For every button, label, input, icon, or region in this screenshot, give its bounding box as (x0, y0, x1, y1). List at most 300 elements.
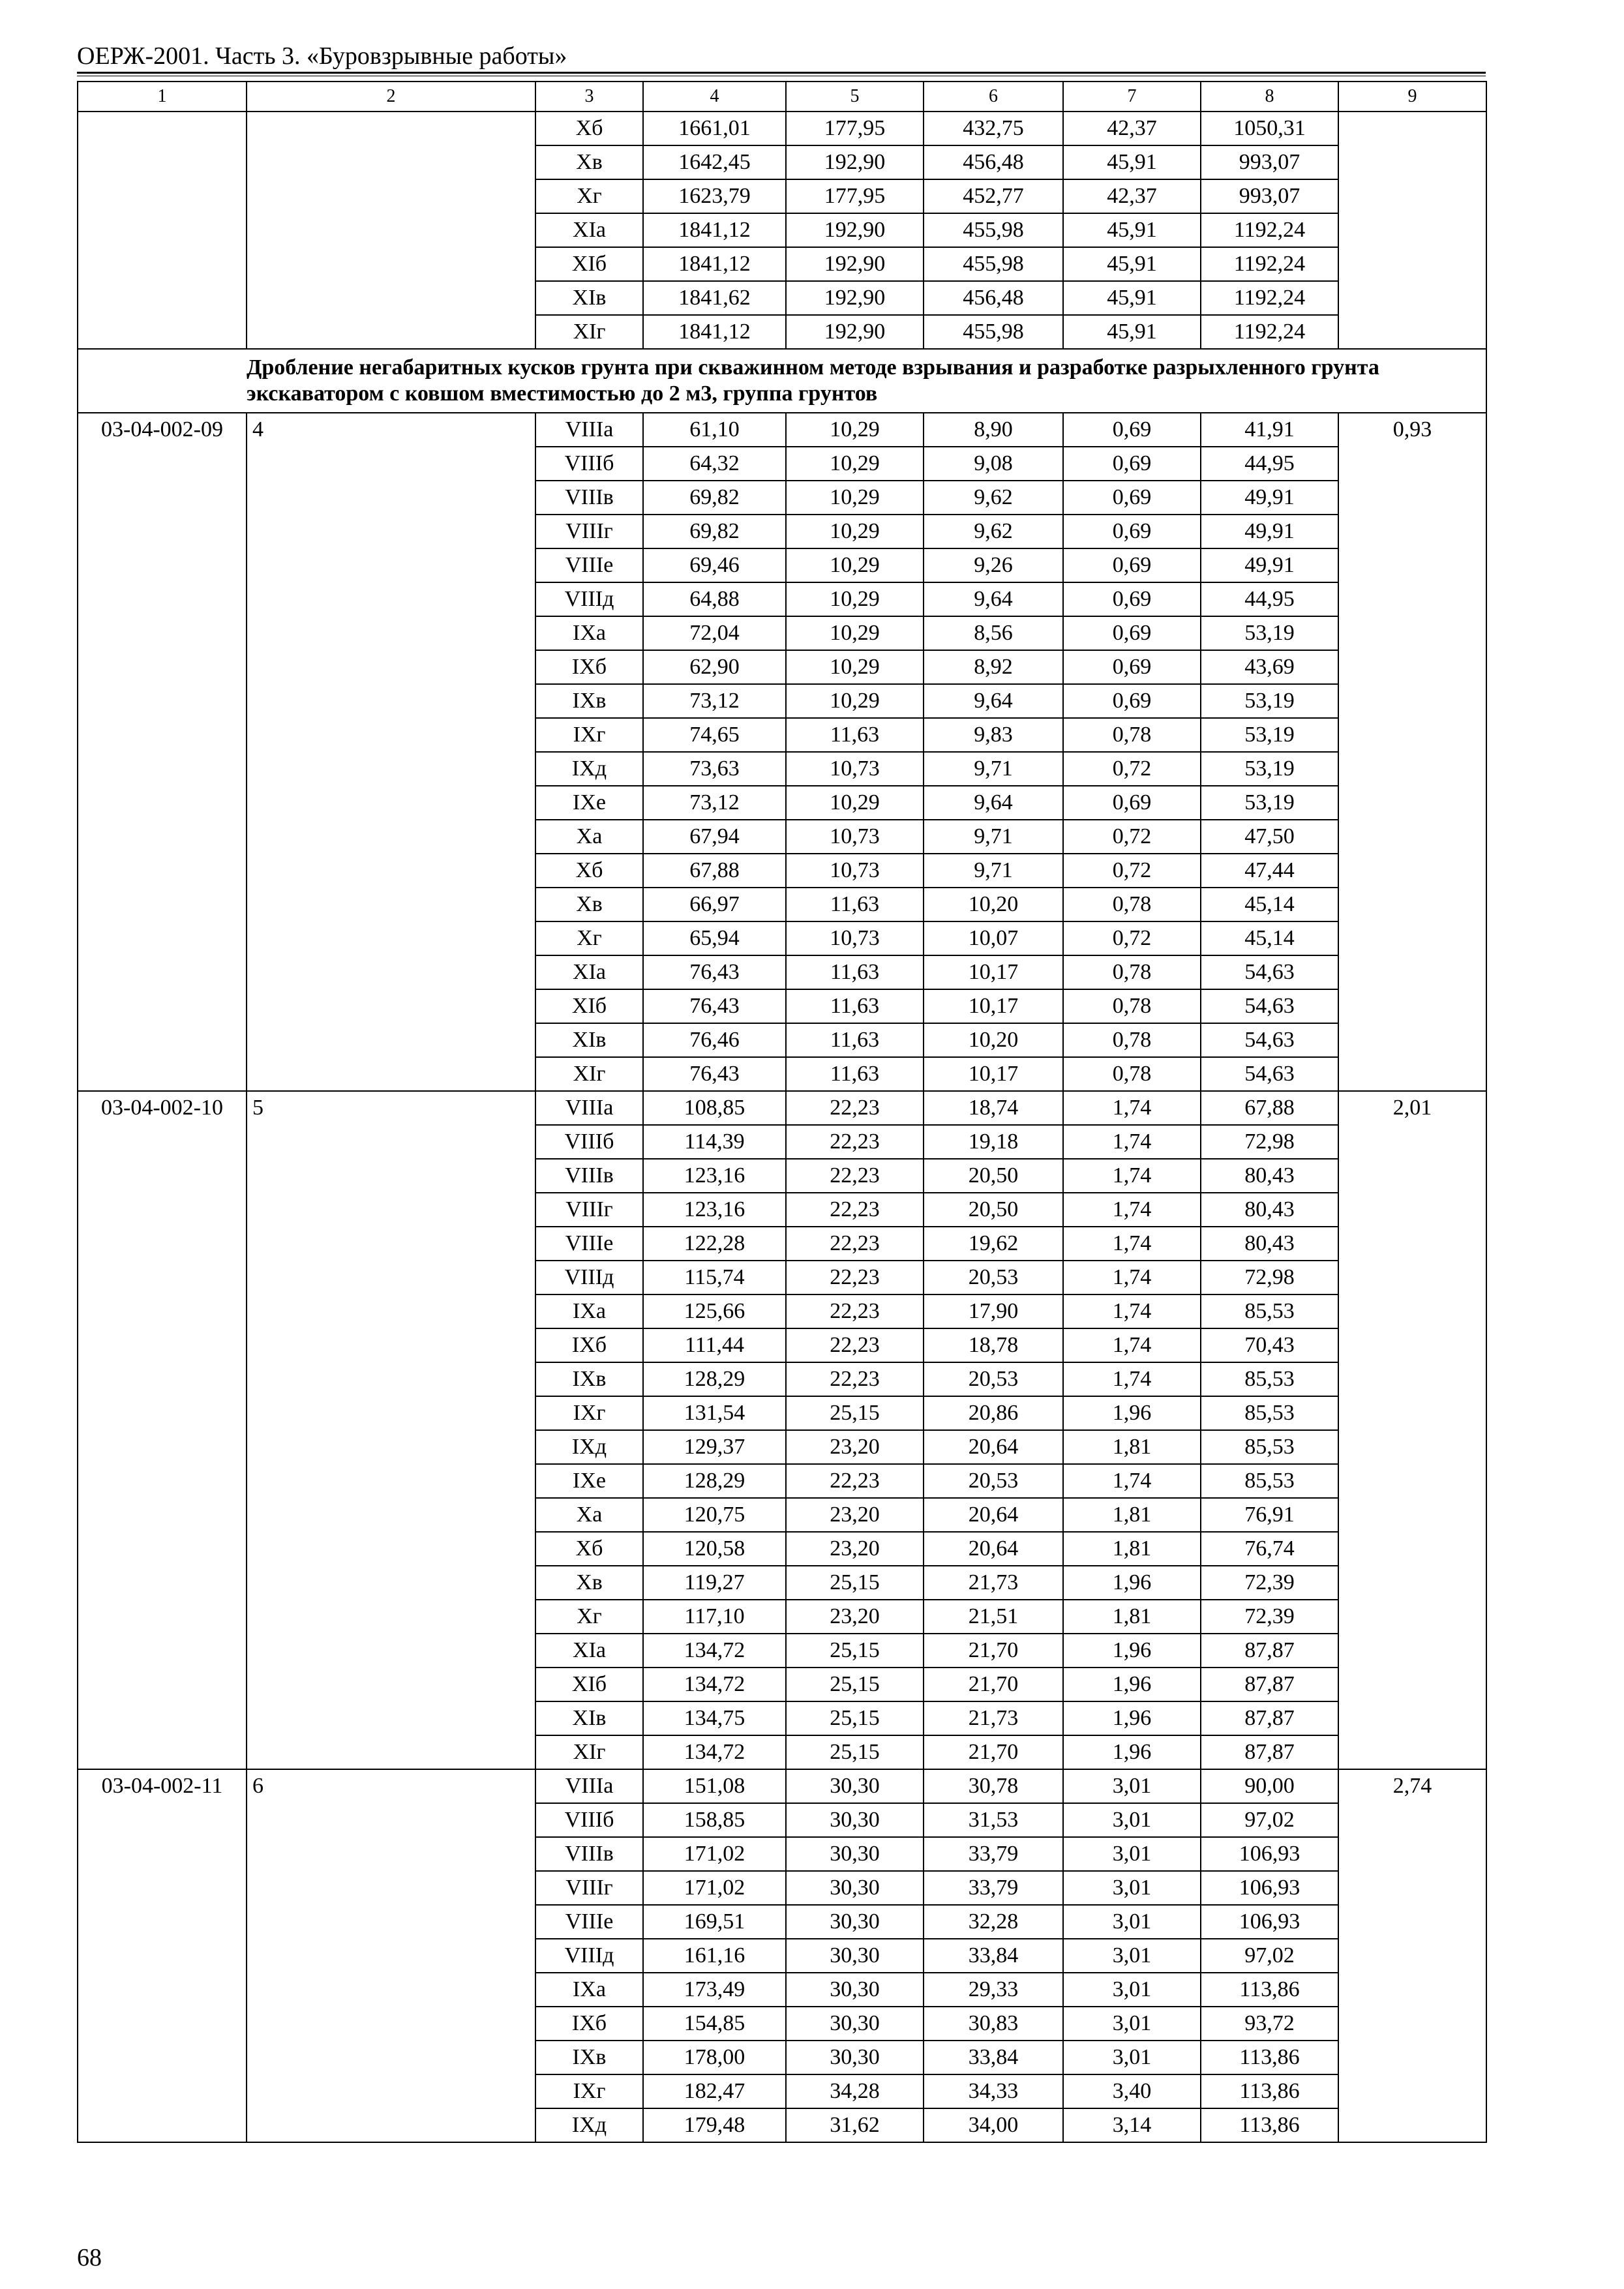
value-cell: 69,46 (643, 548, 786, 582)
category-cell: IXг (535, 1396, 643, 1430)
value-cell: 0,78 (1063, 1023, 1201, 1057)
value-cell: 72,39 (1201, 1566, 1338, 1600)
category-cell: VIIIе (535, 548, 643, 582)
value-cell: 76,46 (643, 1023, 786, 1057)
value-cell: 0,69 (1063, 786, 1201, 820)
value-cell: 11,63 (786, 989, 924, 1023)
value-cell: 54,63 (1201, 1057, 1338, 1091)
value-cell: 10,29 (786, 447, 924, 481)
category-cell: IXг (535, 2074, 643, 2108)
category-cell: Xв (535, 888, 643, 921)
value-cell: 10,73 (786, 752, 924, 786)
value-cell: 9,83 (924, 718, 1063, 752)
value-cell: 9,64 (924, 786, 1063, 820)
value-cell: 22,23 (786, 1261, 924, 1294)
value-cell: 54,63 (1201, 1023, 1338, 1057)
column-number: 6 (924, 82, 1063, 112)
value-cell: 20,50 (924, 1193, 1063, 1227)
value-cell: 66,97 (643, 888, 786, 921)
value-cell: 19,18 (924, 1125, 1063, 1159)
category-cell: VIIIб (535, 447, 643, 481)
value-cell: 45,14 (1201, 921, 1338, 955)
column-number: 3 (535, 82, 643, 112)
value-cell: 0,69 (1063, 413, 1201, 447)
category-cell: IXа (535, 1294, 643, 1328)
value-cell: 10,73 (786, 921, 924, 955)
value-cell: 1,74 (1063, 1159, 1201, 1193)
value-cell: 74,65 (643, 718, 786, 752)
category-cell: XIг (535, 1735, 643, 1769)
value-cell: 120,58 (643, 1532, 786, 1566)
coefficient-cell: 0,93 (1338, 413, 1486, 1091)
value-cell: 33,84 (924, 2041, 1063, 2074)
category-cell: IXа (535, 1973, 643, 2007)
value-cell: 85,53 (1201, 1362, 1338, 1396)
column-number: 9 (1338, 82, 1486, 112)
value-cell: 23,20 (786, 1532, 924, 1566)
value-cell: 1,96 (1063, 1566, 1201, 1600)
value-cell: 0,78 (1063, 718, 1201, 752)
value-cell: 87,87 (1201, 1634, 1338, 1668)
value-cell: 10,29 (786, 786, 924, 820)
value-cell: 455,98 (924, 247, 1063, 281)
category-cell: Xб (535, 1532, 643, 1566)
value-cell: 64,88 (643, 582, 786, 616)
value-cell: 61,10 (643, 413, 786, 447)
value-cell: 0,72 (1063, 854, 1201, 888)
value-cell: 0,69 (1063, 684, 1201, 718)
value-cell: 3,01 (1063, 1973, 1201, 2007)
value-cell: 30,30 (786, 1769, 924, 1803)
value-cell: 72,98 (1201, 1261, 1338, 1294)
value-cell: 23,20 (786, 1498, 924, 1532)
value-cell: 20,53 (924, 1362, 1063, 1396)
value-cell: 171,02 (643, 1837, 786, 1871)
column-number-row (78, 82, 1486, 112)
value-cell: 22,23 (786, 1362, 924, 1396)
value-cell: 8,90 (924, 413, 1063, 447)
value-cell: 9,71 (924, 854, 1063, 888)
category-cell: IXг (535, 718, 643, 752)
category-cell: Xв (535, 1566, 643, 1600)
value-cell: 44,95 (1201, 582, 1338, 616)
value-cell: 20,64 (924, 1498, 1063, 1532)
value-cell: 30,30 (786, 1939, 924, 1973)
value-cell: 30,30 (786, 1803, 924, 1837)
value-cell: 9,71 (924, 752, 1063, 786)
value-cell: 53,19 (1201, 718, 1338, 752)
table-row (78, 1091, 1486, 1125)
value-cell: 3,01 (1063, 1769, 1201, 1803)
value-cell: 177,95 (786, 179, 924, 213)
value-cell: 1623,79 (643, 179, 786, 213)
value-cell: 3,01 (1063, 1905, 1201, 1939)
table-row (78, 112, 1486, 145)
code-cell: 03-04-002-09 (78, 413, 247, 1091)
value-cell: 30,30 (786, 2041, 924, 2074)
value-cell: 452,77 (924, 179, 1063, 213)
value-cell: 1,96 (1063, 1735, 1201, 1769)
value-cell: 1841,12 (643, 213, 786, 247)
value-cell: 43,69 (1201, 650, 1338, 684)
value-cell: 10,29 (786, 582, 924, 616)
value-cell: 30,30 (786, 1905, 924, 1939)
value-cell: 67,94 (643, 820, 786, 854)
page-header-title: ОЕРЖ-2001. Часть 3. «Буровзрывные работы» (77, 42, 567, 70)
value-cell: 182,47 (643, 2074, 786, 2108)
value-cell: 1,74 (1063, 1328, 1201, 1362)
value-cell: 161,16 (643, 1939, 786, 1973)
category-cell: VIIIг (535, 515, 643, 548)
value-cell: 87,87 (1201, 1735, 1338, 1769)
section-spacer (78, 349, 247, 413)
category-cell: IXд (535, 752, 643, 786)
value-cell: 69,82 (643, 481, 786, 515)
table-row (78, 1769, 1486, 1803)
value-cell: 0,72 (1063, 921, 1201, 955)
value-cell: 10,29 (786, 515, 924, 548)
value-cell: 62,90 (643, 650, 786, 684)
category-cell: VIIIе (535, 1905, 643, 1939)
value-cell: 9,26 (924, 548, 1063, 582)
value-cell: 9,62 (924, 515, 1063, 548)
value-cell: 21,73 (924, 1566, 1063, 1600)
value-cell: 1,81 (1063, 1498, 1201, 1532)
value-cell: 54,63 (1201, 955, 1338, 989)
value-cell: 0,78 (1063, 888, 1201, 921)
value-cell: 22,23 (786, 1328, 924, 1362)
value-cell: 11,63 (786, 955, 924, 989)
value-cell: 85,53 (1201, 1464, 1338, 1498)
category-cell: VIIIв (535, 481, 643, 515)
value-cell: 20,50 (924, 1159, 1063, 1193)
value-cell: 0,78 (1063, 989, 1201, 1023)
value-cell: 33,84 (924, 1939, 1063, 1973)
value-cell: 1,81 (1063, 1600, 1201, 1634)
value-cell: 0,72 (1063, 752, 1201, 786)
category-cell: XIа (535, 1634, 643, 1668)
value-cell: 80,43 (1201, 1193, 1338, 1227)
value-cell: 8,92 (924, 650, 1063, 684)
value-cell: 122,28 (643, 1227, 786, 1261)
category-cell: Xв (535, 145, 643, 179)
value-cell: 31,53 (924, 1803, 1063, 1837)
value-cell: 21,70 (924, 1634, 1063, 1668)
value-cell: 129,37 (643, 1430, 786, 1464)
category-cell: IXд (535, 2108, 643, 2142)
value-cell: 87,87 (1201, 1701, 1338, 1735)
value-cell: 432,75 (924, 112, 1063, 145)
value-cell: 72,98 (1201, 1125, 1338, 1159)
value-cell: 3,01 (1063, 1939, 1201, 1973)
value-cell: 70,43 (1201, 1328, 1338, 1362)
value-cell: 1841,12 (643, 247, 786, 281)
category-cell: VIIIг (535, 1871, 643, 1905)
value-cell: 455,98 (924, 213, 1063, 247)
value-cell: 45,91 (1063, 247, 1201, 281)
value-cell: 177,95 (786, 112, 924, 145)
category-cell: XIг (535, 315, 643, 349)
coefficient-cell (1338, 112, 1486, 349)
category-cell: VIIIб (535, 1803, 643, 1837)
value-cell: 113,86 (1201, 1973, 1338, 2007)
value-cell: 173,49 (643, 1973, 786, 2007)
value-cell: 1192,24 (1201, 281, 1338, 315)
value-cell: 29,33 (924, 1973, 1063, 2007)
code-cell: 03-04-002-10 (78, 1091, 247, 1769)
value-cell: 128,29 (643, 1362, 786, 1396)
value-cell: 0,78 (1063, 1057, 1201, 1091)
value-cell: 25,15 (786, 1735, 924, 1769)
value-cell: 85,53 (1201, 1396, 1338, 1430)
value-cell: 31,62 (786, 2108, 924, 2142)
value-cell: 1192,24 (1201, 213, 1338, 247)
value-cell: 106,93 (1201, 1837, 1338, 1871)
value-cell: 0,69 (1063, 582, 1201, 616)
value-cell: 192,90 (786, 315, 924, 349)
value-cell: 73,63 (643, 752, 786, 786)
value-cell: 178,00 (643, 2041, 786, 2074)
rates-table (77, 81, 1487, 2143)
value-cell: 1,81 (1063, 1430, 1201, 1464)
value-cell: 47,50 (1201, 820, 1338, 854)
value-cell: 10,29 (786, 413, 924, 447)
value-cell: 158,85 (643, 1803, 786, 1837)
value-cell: 53,19 (1201, 786, 1338, 820)
group-cell: 4 (247, 413, 535, 1091)
value-cell: 106,93 (1201, 1871, 1338, 1905)
value-cell: 18,78 (924, 1328, 1063, 1362)
value-cell: 22,23 (786, 1125, 924, 1159)
value-cell: 33,79 (924, 1871, 1063, 1905)
value-cell: 19,62 (924, 1227, 1063, 1261)
value-cell: 25,15 (786, 1701, 924, 1735)
value-cell: 1,74 (1063, 1091, 1201, 1125)
category-cell: Xа (535, 820, 643, 854)
value-cell: 10,20 (924, 888, 1063, 921)
value-cell: 33,79 (924, 1837, 1063, 1871)
value-cell: 17,90 (924, 1294, 1063, 1328)
value-cell: 3,40 (1063, 2074, 1201, 2108)
value-cell: 49,91 (1201, 548, 1338, 582)
value-cell: 1050,31 (1201, 112, 1338, 145)
value-cell: 456,48 (924, 145, 1063, 179)
value-cell: 192,90 (786, 247, 924, 281)
value-cell: 3,01 (1063, 2007, 1201, 2041)
value-cell: 65,94 (643, 921, 786, 955)
value-cell: 10,73 (786, 854, 924, 888)
category-cell: Xг (535, 1600, 643, 1634)
column-number: 2 (247, 82, 535, 112)
value-cell: 456,48 (924, 281, 1063, 315)
value-cell: 9,08 (924, 447, 1063, 481)
value-cell: 11,63 (786, 718, 924, 752)
category-cell: IXд (535, 1430, 643, 1464)
column-number: 1 (78, 82, 247, 112)
coefficient-cell: 2,74 (1338, 1769, 1486, 2142)
value-cell: 87,87 (1201, 1668, 1338, 1701)
value-cell: 1,74 (1063, 1227, 1201, 1261)
value-cell: 53,19 (1201, 616, 1338, 650)
value-cell: 1,74 (1063, 1294, 1201, 1328)
value-cell: 154,85 (643, 2007, 786, 2041)
value-cell: 21,73 (924, 1701, 1063, 1735)
code-cell (78, 112, 247, 349)
category-cell: XIа (535, 213, 643, 247)
value-cell: 8,56 (924, 616, 1063, 650)
value-cell: 993,07 (1201, 145, 1338, 179)
value-cell: 3,14 (1063, 2108, 1201, 2142)
value-cell: 22,23 (786, 1464, 924, 1498)
value-cell: 20,64 (924, 1430, 1063, 1464)
value-cell: 192,90 (786, 145, 924, 179)
value-cell: 34,28 (786, 2074, 924, 2108)
value-cell: 115,74 (643, 1261, 786, 1294)
value-cell: 113,86 (1201, 2041, 1338, 2074)
value-cell: 0,69 (1063, 616, 1201, 650)
value-cell: 67,88 (643, 854, 786, 888)
value-cell: 73,12 (643, 786, 786, 820)
value-cell: 0,69 (1063, 548, 1201, 582)
value-cell: 113,86 (1201, 2108, 1338, 2142)
value-cell: 9,64 (924, 684, 1063, 718)
value-cell: 9,64 (924, 582, 1063, 616)
category-cell: VIIIа (535, 413, 643, 447)
category-cell: IXе (535, 1464, 643, 1498)
value-cell: 192,90 (786, 213, 924, 247)
group-cell (247, 112, 535, 349)
value-cell: 128,29 (643, 1464, 786, 1498)
value-cell: 10,73 (786, 820, 924, 854)
category-cell: IXв (535, 2041, 643, 2074)
section-title-row (78, 349, 1486, 413)
category-cell: VIIIа (535, 1769, 643, 1803)
value-cell: 30,30 (786, 2007, 924, 2041)
value-cell: 20,64 (924, 1532, 1063, 1566)
value-cell: 18,74 (924, 1091, 1063, 1125)
value-cell: 80,43 (1201, 1227, 1338, 1261)
value-cell: 11,63 (786, 1057, 924, 1091)
value-cell: 76,43 (643, 955, 786, 989)
value-cell: 97,02 (1201, 1803, 1338, 1837)
category-cell: VIIIд (535, 1939, 643, 1973)
value-cell: 76,43 (643, 1057, 786, 1091)
value-cell: 10,29 (786, 548, 924, 582)
value-cell: 41,91 (1201, 413, 1338, 447)
category-cell: IXе (535, 786, 643, 820)
value-cell: 0,69 (1063, 447, 1201, 481)
value-cell: 76,91 (1201, 1498, 1338, 1532)
value-cell: 134,72 (643, 1634, 786, 1668)
value-cell: 42,37 (1063, 179, 1201, 213)
value-cell: 3,01 (1063, 1837, 1201, 1871)
value-cell: 1,74 (1063, 1362, 1201, 1396)
value-cell: 114,39 (643, 1125, 786, 1159)
table-row (78, 413, 1486, 447)
value-cell: 45,91 (1063, 213, 1201, 247)
value-cell: 64,32 (643, 447, 786, 481)
value-cell: 20,53 (924, 1464, 1063, 1498)
value-cell: 0,69 (1063, 515, 1201, 548)
category-cell: XIб (535, 1668, 643, 1701)
category-cell: XIа (535, 955, 643, 989)
value-cell: 30,30 (786, 1871, 924, 1905)
category-cell: Xб (535, 112, 643, 145)
column-number: 8 (1201, 82, 1338, 112)
category-cell: XIб (535, 989, 643, 1023)
coefficient-cell: 2,01 (1338, 1091, 1486, 1769)
value-cell: 192,90 (786, 281, 924, 315)
value-cell: 49,91 (1201, 515, 1338, 548)
value-cell: 21,70 (924, 1735, 1063, 1769)
value-cell: 11,63 (786, 1023, 924, 1057)
category-cell: VIIIб (535, 1125, 643, 1159)
value-cell: 85,53 (1201, 1430, 1338, 1464)
value-cell: 1,81 (1063, 1532, 1201, 1566)
value-cell: 1,74 (1063, 1464, 1201, 1498)
value-cell: 69,82 (643, 515, 786, 548)
value-cell: 134,75 (643, 1701, 786, 1735)
value-cell: 1841,62 (643, 281, 786, 315)
value-cell: 22,23 (786, 1227, 924, 1261)
category-cell: Xг (535, 179, 643, 213)
value-cell: 20,86 (924, 1396, 1063, 1430)
value-cell: 117,10 (643, 1600, 786, 1634)
value-cell: 47,44 (1201, 854, 1338, 888)
value-cell: 10,29 (786, 616, 924, 650)
value-cell: 25,15 (786, 1396, 924, 1430)
value-cell: 93,72 (1201, 2007, 1338, 2041)
category-cell: VIIIв (535, 1837, 643, 1871)
value-cell: 1192,24 (1201, 315, 1338, 349)
value-cell: 131,54 (643, 1396, 786, 1430)
category-cell: Xг (535, 921, 643, 955)
value-cell: 97,02 (1201, 1939, 1338, 1973)
value-cell: 1841,12 (643, 315, 786, 349)
value-cell: 90,00 (1201, 1769, 1338, 1803)
value-cell: 119,27 (643, 1566, 786, 1600)
value-cell: 455,98 (924, 315, 1063, 349)
value-cell: 11,63 (786, 888, 924, 921)
value-cell: 134,72 (643, 1668, 786, 1701)
value-cell: 10,29 (786, 481, 924, 515)
value-cell: 76,43 (643, 989, 786, 1023)
value-cell: 108,85 (643, 1091, 786, 1125)
category-cell: Xб (535, 854, 643, 888)
value-cell: 3,01 (1063, 1871, 1201, 1905)
category-cell: IXб (535, 650, 643, 684)
group-cell: 6 (247, 1769, 535, 2142)
category-cell: VIIIв (535, 1159, 643, 1193)
value-cell: 10,17 (924, 1057, 1063, 1091)
value-cell: 120,75 (643, 1498, 786, 1532)
value-cell: 21,51 (924, 1600, 1063, 1634)
value-cell: 20,53 (924, 1261, 1063, 1294)
value-cell: 993,07 (1201, 179, 1338, 213)
value-cell: 1661,01 (643, 112, 786, 145)
value-cell: 0,69 (1063, 481, 1201, 515)
value-cell: 53,19 (1201, 752, 1338, 786)
value-cell: 123,16 (643, 1193, 786, 1227)
category-cell: VIIIе (535, 1227, 643, 1261)
value-cell: 44,95 (1201, 447, 1338, 481)
category-cell: IXб (535, 1328, 643, 1362)
category-cell: VIIIг (535, 1193, 643, 1227)
value-cell: 179,48 (643, 2108, 786, 2142)
group-cell: 5 (247, 1091, 535, 1769)
value-cell: 22,23 (786, 1193, 924, 1227)
value-cell: 1642,45 (643, 145, 786, 179)
